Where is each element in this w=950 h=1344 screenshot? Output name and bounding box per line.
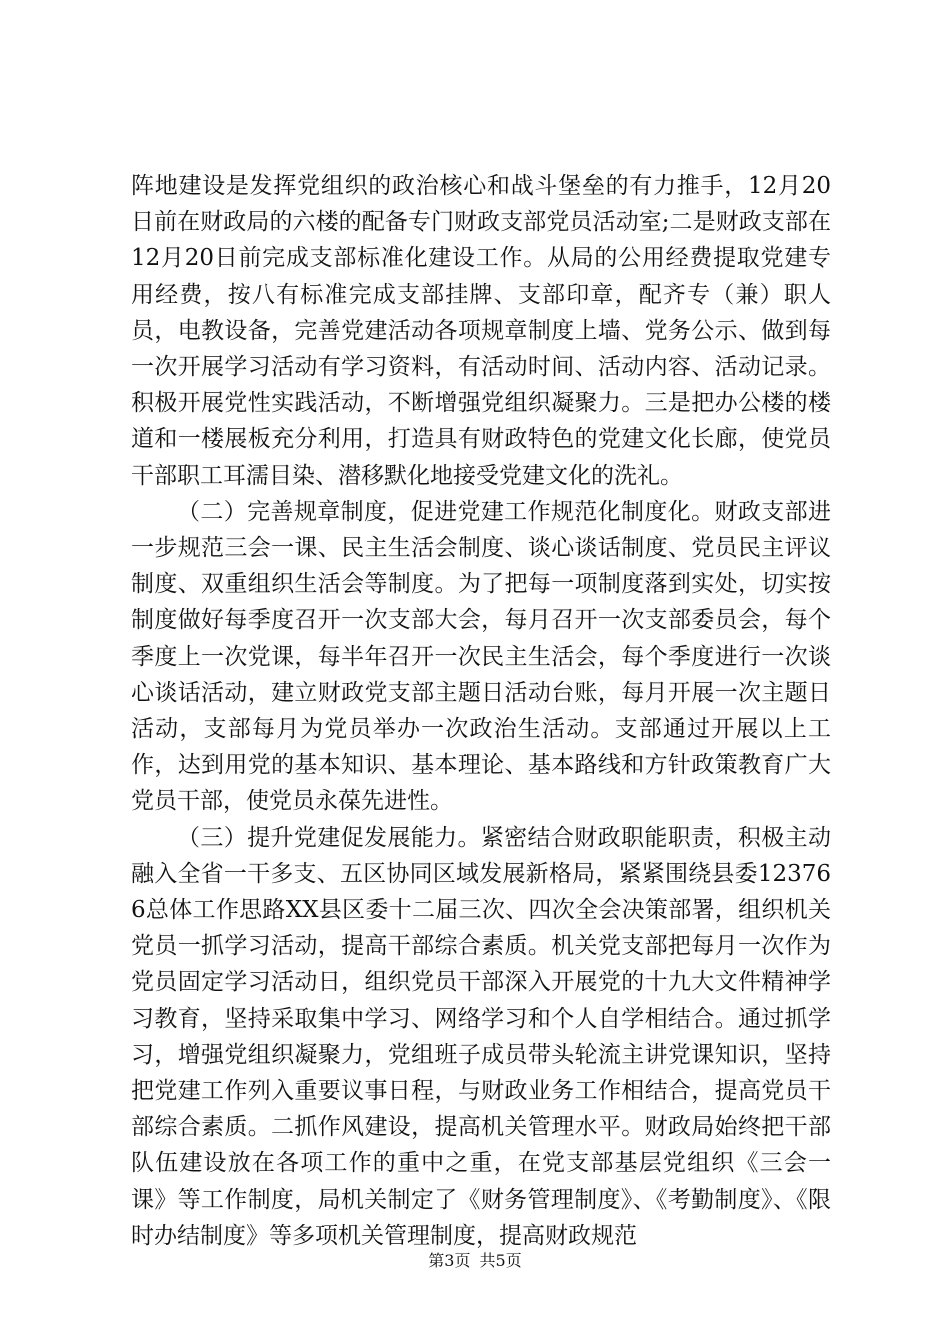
paragraph-1: 阵地建设是发挥党组织的政治核心和战斗堡垒的有力推手，12月20日前在财政局的六楼的配备专门财政支部党员活动室;二是财政支部在12月20日前完成支部标准化建设工作。从局的公用经费提取党建专用经费，按八有标准完成支部挂牌、支部印章，配齐专（兼）职人员，电教设备，完善党建活动各项规章制度上墙、党务公示、做到每一次开展学习活动有学习资料，有活动时间、活动内容、活动记录。积极开展党性实践活动，不断增强党组织凝聚力。三是把办公楼的楼道和一楼展板充分利用，打造具有财政特色的党建文化长廊，使党员干部职工耳濡目染、潜移默化地接受党建文化的洗礼。 — [131, 173, 831, 489]
paragraph-3: （三）提升党建促发展能力。紧密结合财政职能职责，积极主动融入全省一干多支、五区协同区域发展新格局，紧紧围绕县委123766总体工作思路XX县区委十二届三次、四次全会决策部署，组织机关党员一抓学习活动，提高干部综合素质。机关党支部把每月一次作为党员固定学习活动日，组织党员干部深入开展党的十九大文件精神学习教育，坚持采取集中学习、网络学习和个人自学相结合。通过抓学习，增强党组织凝聚力，党组班子成员带头轮流主讲党课知识，坚持把党建工作列入重要议事日程，与财政业务工作相结合，提高党员干部综合素质。二抓作风建设，提高机关管理水平。财政局始终把干部队伍建设放在各项工作的重中之重，在党支部基层党组织《三会一课》等工作制度，局机关制定了《财务管理制度》、《考勤制度》、《限时办结制度》等多项机关管理制度，提高财政规范 — [131, 824, 831, 1249]
page-footer — [0, 1248, 950, 1271]
page-total: 共5页 — [479, 1251, 522, 1270]
page-number: 第3页 — [428, 1251, 471, 1270]
paragraph-2: （二）完善规章制度，促进党建工作规范化制度化。财政支部进一步规范三会一课、民主生活会制度、谈心谈话制度、党员民主评议制度、双重组织生活会等制度。为了把每一项制度落到实处，切实按制度做好每季度召开一次支部大会，每月召开一次支部委员会，每个季度上一次党课，每半年召开一次民主生活会，每个季度进行一次谈心谈话活动，建立财政党支部主题日活动台账，每月开展一次主题日活动，支部每月为党员举办一次政治生活动。支部通过开展以上工作，达到用党的基本知识、基本理论、基本路线和方针政策教育广大党员干部，使党员永葆先进性。 — [131, 498, 831, 815]
document-body — [131, 168, 831, 1254]
